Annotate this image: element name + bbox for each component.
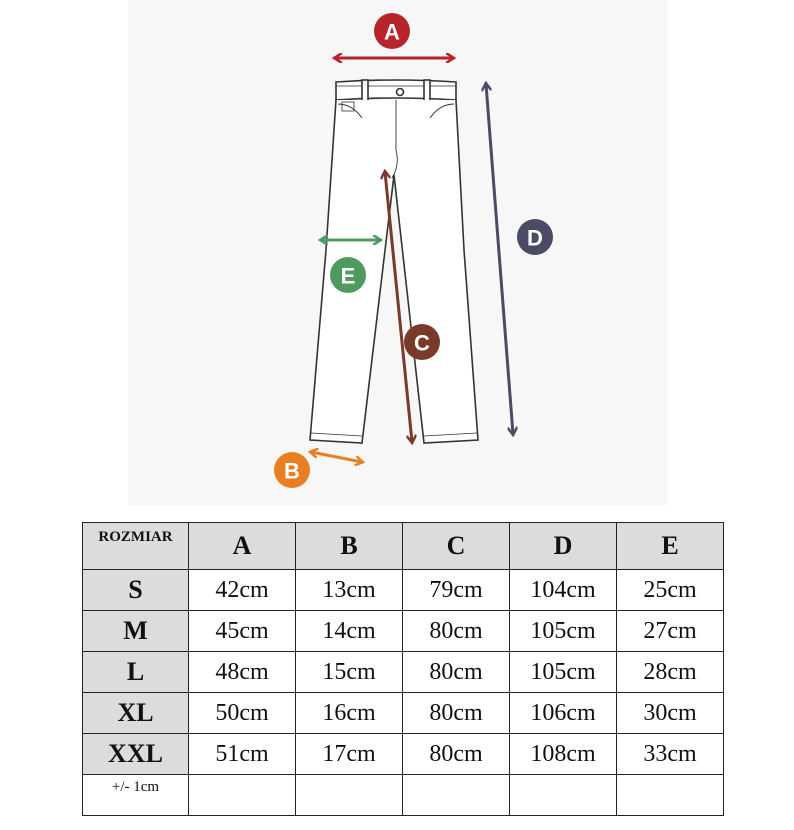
table-header-row	[83, 523, 724, 570]
svg-text:C: C	[414, 330, 430, 356]
value-cell: 16cm	[296, 693, 403, 734]
table-footer-row	[83, 775, 724, 816]
tolerance-note: +/- 1cm	[83, 775, 189, 816]
size-cell: S	[83, 570, 189, 611]
value-cell: 80cm	[403, 693, 510, 734]
table-row	[83, 693, 724, 734]
size-cell: XL	[83, 693, 189, 734]
svg-text:D: D	[527, 225, 543, 251]
table-row	[83, 734, 724, 775]
size-chart-table	[82, 522, 724, 816]
header-col-e: E	[617, 523, 724, 570]
header-col-a: A	[189, 523, 296, 570]
empty-cell	[617, 775, 724, 816]
value-cell: 80cm	[403, 734, 510, 775]
value-cell: 79cm	[403, 570, 510, 611]
header-col-c: C	[403, 523, 510, 570]
marker-b	[274, 452, 310, 488]
value-cell: 108cm	[510, 734, 617, 775]
value-cell: 28cm	[617, 652, 724, 693]
empty-cell	[510, 775, 617, 816]
diagram-background	[128, 0, 668, 505]
table-row	[83, 652, 724, 693]
header-col-d: D	[510, 523, 617, 570]
svg-text:B: B	[284, 458, 300, 484]
empty-cell	[189, 775, 296, 816]
size-cell: M	[83, 611, 189, 652]
size-cell: L	[83, 652, 189, 693]
svg-text:E: E	[340, 263, 356, 289]
size-cell: XXL	[83, 734, 189, 775]
table-row	[83, 611, 724, 652]
marker-a	[374, 13, 410, 49]
value-cell: 105cm	[510, 611, 617, 652]
table-row	[83, 570, 724, 611]
value-cell: 15cm	[296, 652, 403, 693]
value-cell: 25cm	[617, 570, 724, 611]
value-cell: 80cm	[403, 652, 510, 693]
value-cell: 48cm	[189, 652, 296, 693]
value-cell: 45cm	[189, 611, 296, 652]
marker-c	[404, 324, 440, 360]
header-size-label: ROZMIAR	[83, 523, 189, 570]
svg-text:A: A	[384, 19, 400, 45]
value-cell: 50cm	[189, 693, 296, 734]
empty-cell	[296, 775, 403, 816]
value-cell: 27cm	[617, 611, 724, 652]
value-cell: 14cm	[296, 611, 403, 652]
value-cell: 51cm	[189, 734, 296, 775]
value-cell: 42cm	[189, 570, 296, 611]
value-cell: 80cm	[403, 611, 510, 652]
value-cell: 33cm	[617, 734, 724, 775]
value-cell: 104cm	[510, 570, 617, 611]
value-cell: 17cm	[296, 734, 403, 775]
value-cell: 13cm	[296, 570, 403, 611]
header-col-b: B	[296, 523, 403, 570]
marker-e	[330, 257, 366, 293]
marker-d	[517, 219, 553, 255]
value-cell: 30cm	[617, 693, 724, 734]
empty-cell	[403, 775, 510, 816]
value-cell: 105cm	[510, 652, 617, 693]
value-cell: 106cm	[510, 693, 617, 734]
